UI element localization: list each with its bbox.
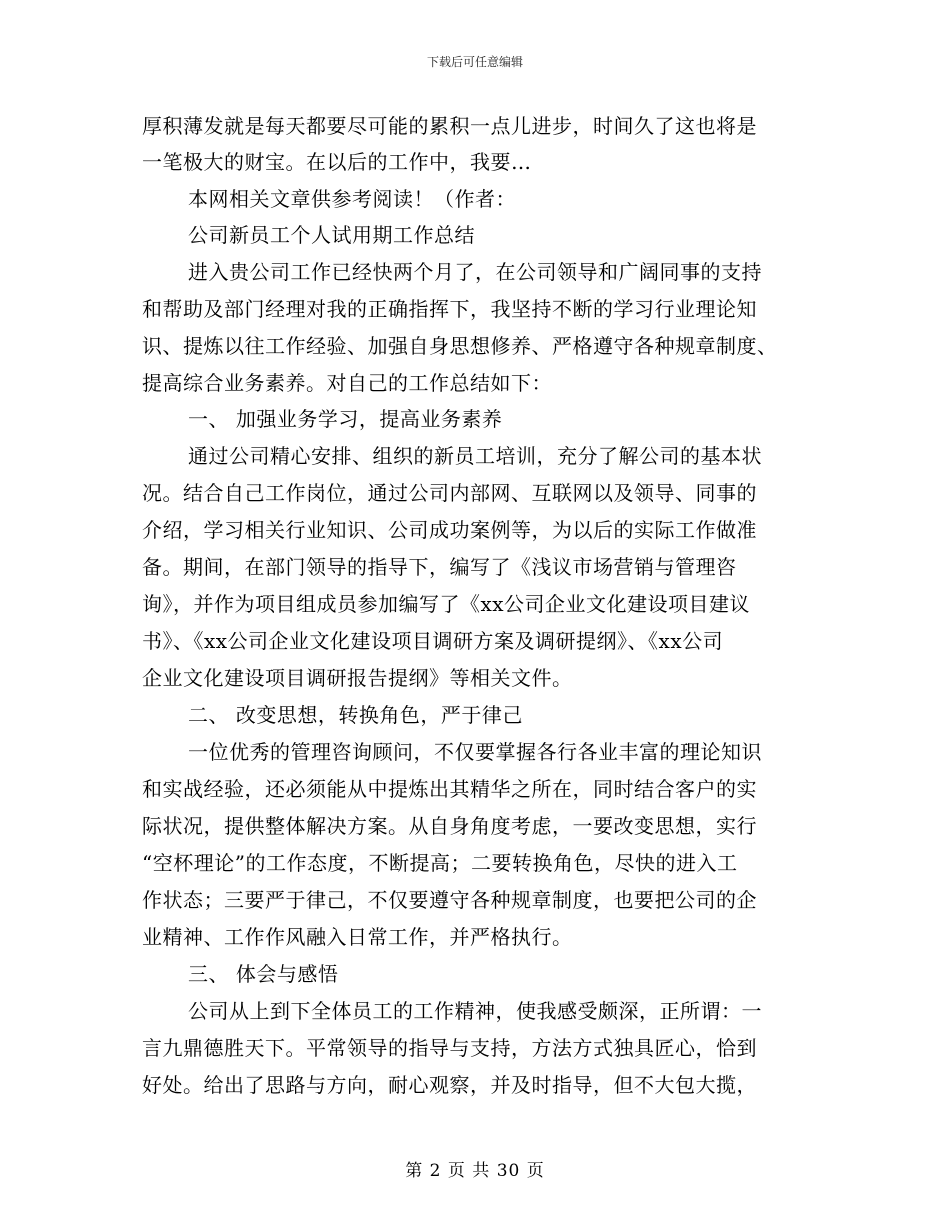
body-line: 好处。给出了思路与方向，耐心观察，并及时指导，但不大包大揽， [142, 1073, 757, 1097]
body-line: 本网相关文章供参考阅读！（作者： [188, 187, 516, 211]
body-line: 一位优秀的管理咨询顾问，不仅要掌握各行各业丰富的理论知识 [188, 740, 762, 764]
body-line: 书》、《xx公司企业文化建设项目调研方案及调研提纲》、《xx公司 [142, 629, 724, 653]
body-line: 言九鼎德胜天下。平常领导的指导与支持，方法方式独具匠心，恰到 [142, 1036, 757, 1060]
body-line: 询》，并作为项目组成员参加编写了《xx公司企业文化建设项目建议 [142, 592, 751, 616]
body-line: “空杯理论”的工作态度，不断提高；二要转换角色，尽快的进入工 [142, 851, 738, 875]
body-line: 通过公司精心安排、组织的新员工培训，充分了解公司的基本状 [188, 444, 762, 468]
body-line: 公司从上到下全体员工的工作精神，使我感受颇深，正所谓：一 [188, 999, 762, 1023]
section-heading: 三、 体会与感悟 [188, 962, 339, 986]
body-line: 备。期间，在部门领导的指导下，编写了《浅议市场营销与管理咨 [142, 555, 737, 579]
body-line: 和实战经验，还必须能从中提炼出其精华之所在，同时结合客户的实 [142, 777, 757, 801]
body-line: 业精神、工作作风融入日常工作，并严格执行。 [142, 925, 573, 949]
body-line: 厚积薄发就是每天都要尽可能的累积一点儿进步，时间久了这也将是 [142, 114, 757, 138]
body-line: 识、提炼以往工作经验、加强自身思想修养、严格遵守各种规章制度、 [142, 334, 778, 358]
body-line: 企业文化建设项目调研报告提纲》等相关文件。 [142, 666, 573, 690]
section-heading: 二、 改变思想，转换角色，严于律己 [188, 703, 523, 727]
page-footer: 第 2 页 共 30 页 [405, 1161, 545, 1181]
body-line: 作状态；三要严于律己，不仅要遵守各种规章制度，也要把公司的企 [142, 888, 757, 912]
body-line: 和帮助及部门经理对我的正确指挥下，我坚持不断的学习行业理论知 [142, 297, 757, 321]
body-line: 况。结合自己工作岗位，通过公司内部网、互联网以及领导、同事的 [142, 481, 757, 505]
body-line: 公司新员工个人试用期工作总结 [188, 223, 475, 247]
body-line: 际状况，提供整体解决方案。从自身角度考虑，一要改变思想，实行 [142, 814, 757, 838]
body-line: 进入贵公司工作已经快两个月了，在公司领导和广阔同事的支持 [188, 260, 762, 284]
page-header: 下载后可任意编辑 [426, 55, 523, 69]
section-heading: 一、 加强业务学习，提高业务素养 [188, 407, 503, 431]
body-line: 提高综合业务素养。对自己的工作总结如下： [142, 371, 552, 395]
body-line: 介绍，学习相关行业知识、公司成功案例等，为以后的实际工作做准 [142, 518, 757, 542]
body-line: 一笔极大的财宝。在以后的工作中，我要… [142, 150, 532, 174]
